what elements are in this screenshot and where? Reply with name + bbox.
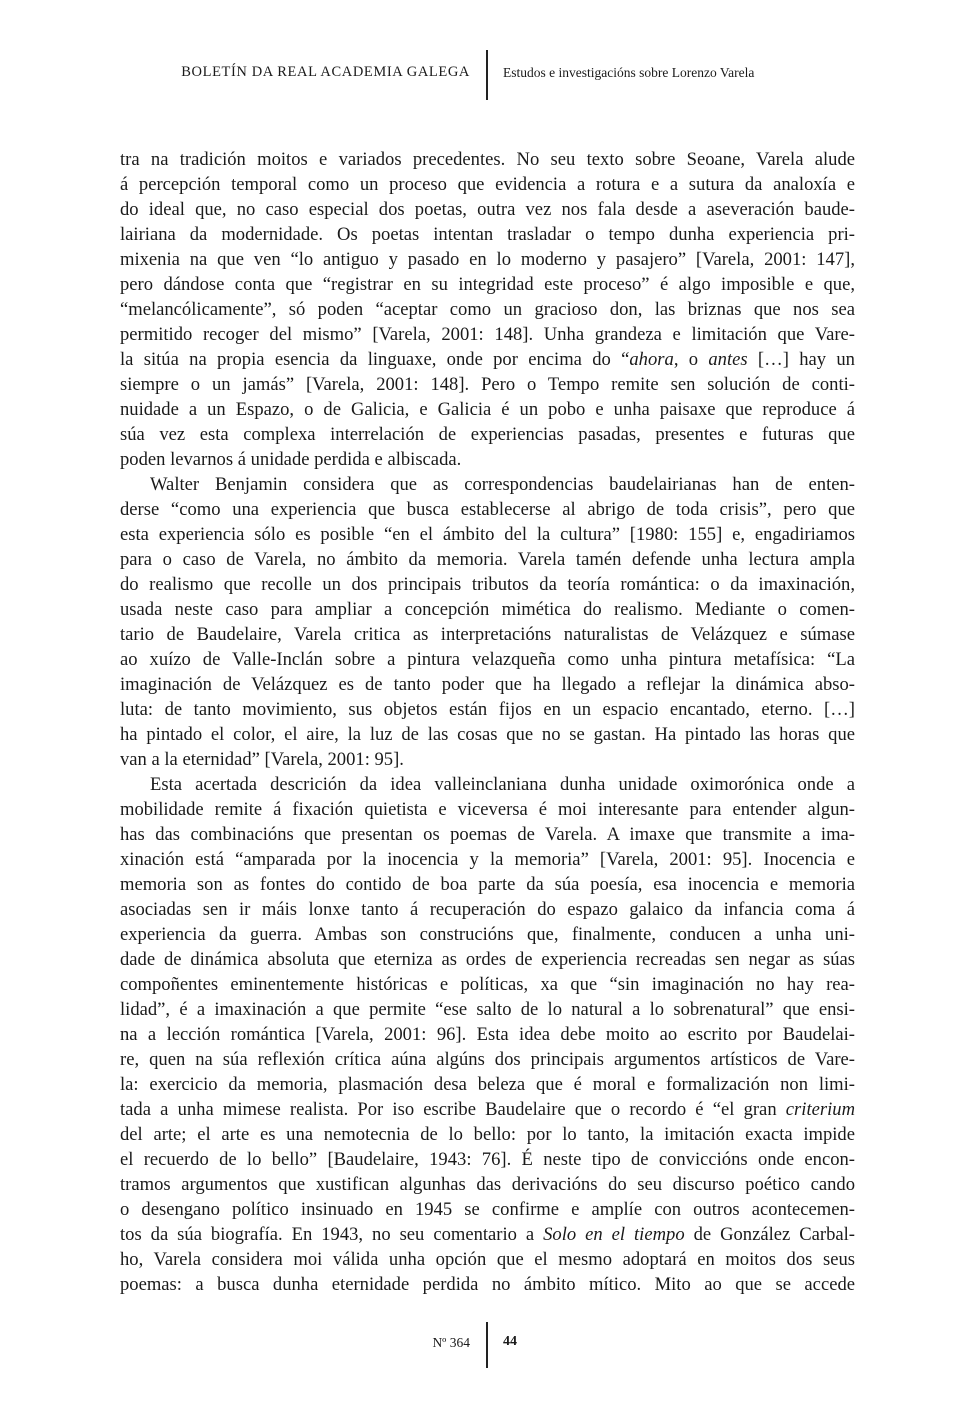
text-segment: mobilidade remite á fixación quietista e viceversa é moi interesante para entender algun- <box>120 799 855 820</box>
text-segment: imaginación de Velázquez es de tanto poder que ha llegado a reflejar la dinámica abso- <box>120 674 855 695</box>
text-line <box>120 222 855 247</box>
text-line <box>120 947 855 972</box>
paragraph <box>120 147 855 472</box>
text-line <box>120 622 855 647</box>
text-line <box>120 172 855 197</box>
text-segment: siempre o un jamás” [Varela, 2001: 148]. Pero o Tempo remite sen solución de conti- <box>120 374 855 395</box>
text-segment: ao xuízo de Valle-Inclán sobre a pintura velazqueña como unha pintura metafísica: “La <box>120 649 855 670</box>
text-line <box>120 1147 855 1172</box>
text-segment: tra na tradición moitos e variados precedentes. No seu texto sobre Seoane, Varela alude <box>120 149 855 170</box>
running-header <box>0 50 975 100</box>
running-footer <box>0 1322 975 1368</box>
text-line <box>120 497 855 522</box>
text-segment: á percepción temporal como un proceso que evidencia a rotura e a sutura da analoxía e <box>120 174 855 195</box>
text-line <box>120 847 855 872</box>
text-line <box>120 197 855 222</box>
text-segment: el recuerdo de lo bello” [Baudelaire, 1943: 76]. É neste tipo de conviccións onde encon- <box>120 1149 855 1170</box>
text-line <box>120 772 855 797</box>
text-line <box>120 1122 855 1147</box>
text-segment: memoria son as fontes do contido de boa parte da súa poesía, esa inocencia e memoria <box>120 874 855 895</box>
italic-text: antes <box>708 349 748 370</box>
text-line <box>120 372 855 397</box>
text-line <box>120 572 855 597</box>
text-line <box>120 272 855 297</box>
text-segment: o desengano político insinuado en 1945 se confirme e amplíe con outros acontecemen- <box>120 1199 855 1220</box>
text-segment: experiencia da guerra. Ambas son construcións que, finalmente, conducen a unha uni- <box>120 924 855 945</box>
text-line <box>120 347 855 372</box>
text-segment: del arte; el arte es una nemotecnia de lo bello: por lo tanto, la imitación exacta impide <box>120 1124 855 1145</box>
text-segment: mixenia na que ven “lo antiguo y pasado en lo moderno y pasajero” [Varela, 2001: 147], <box>120 249 855 270</box>
text-line <box>120 672 855 697</box>
paragraph <box>120 472 855 772</box>
text-line <box>120 1047 855 1072</box>
text-segment: asociadas sen ir máis lonxe tanto á recuperación do espazo galaico da infancia coma á <box>120 899 855 920</box>
text-segment: derse “como una experiencia que busca establecerse al abrigo de toda crisis”, pero que <box>120 499 855 520</box>
text-segment: Esta acertada descrición da idea valleinclaniana dunha unidade oximorónica onde a <box>150 774 855 795</box>
text-segment: Walter Benjamin considera que as correspondencias baudelairianas han de enten- <box>150 474 855 495</box>
text-line <box>120 297 855 322</box>
text-line <box>120 397 855 422</box>
text-line <box>120 872 855 897</box>
text-segment: , o <box>673 349 709 370</box>
text-segment: usada neste caso para ampliar a concepción mimética do realismo. Mediante o comen- <box>120 599 855 620</box>
text-segment: luta: de tanto movimiento, sus objetos están fijos en un espacio encantado, eterno. […] <box>120 699 855 720</box>
italic-text: ahora <box>629 349 674 370</box>
text-segment: pero dándose conta que “registrar en su integridad este proceso” é algo imposible e que, <box>120 274 855 295</box>
text-segment: esta experiencia sólo es posible “en el ámbito del la cultura” [1980: 155] e, engadiriamos <box>120 524 855 545</box>
text-segment: tramos argumentos que xustifican algunhas das derivacións do seu discurso poético cando <box>120 1174 855 1195</box>
text-line <box>120 647 855 672</box>
italic-text: criterium <box>785 1099 855 1120</box>
text-line <box>120 1272 855 1297</box>
text-segment: poemas: a busca dunha eternidade perdida no ámbito mítico. Mito ao que se accede <box>120 1274 855 1295</box>
text-line <box>120 1022 855 1047</box>
text-line <box>120 547 855 572</box>
text-segment: tada a unha mimese realista. Por iso escribe Baudelaire que o recordo é “el gran <box>120 1099 786 1120</box>
text-segment: ho, Varela considera moi válida unha opción que el mesmo adoptará en moitos dos seus <box>120 1249 855 1270</box>
text-segment: do ideal que, no caso especial dos poetas, outra vez nos fala desde a aseveración baude- <box>120 199 855 220</box>
text-segment: compoñentes eminentemente históricas e políticas, xa que “sin imaginación no hay rea- <box>120 974 855 995</box>
text-line <box>120 1172 855 1197</box>
text-line <box>120 972 855 997</box>
text-segment: dade de dinámica absoluta que eterniza as ordes de experiencia recreadas sen negar as súas <box>120 949 855 970</box>
text-segment: na a lección romántica [Varela, 2001: 96]. Esta idea debe moito ao escrito por Baudelai- <box>120 1024 855 1045</box>
text-segment: […] hay un <box>747 349 855 370</box>
text-line <box>120 1097 855 1122</box>
text-line <box>120 597 855 622</box>
journal-title: BOLETÍN DA REAL ACADEMIA GALEGA <box>181 64 470 80</box>
text-line <box>120 1222 855 1247</box>
text-line <box>120 922 855 947</box>
text-line <box>120 1197 855 1222</box>
text-line <box>120 322 855 347</box>
text-segment: nuidade a un Espazo, o de Galicia, e Galicia é un pobo e unha paisaxe que reproduce á <box>120 399 855 420</box>
text-segment: tario de Baudelaire, Varela critica as interpretacións naturalistas de Velázquez e súmase <box>120 624 855 645</box>
italic-text: Solo en el tiempo <box>543 1224 685 1245</box>
text-line <box>120 797 855 822</box>
text-line <box>120 822 855 847</box>
text-segment: permitido recoger del mismo” [Varela, 2001: 148]. Unha grandeza e limitación que Vare- <box>120 324 855 345</box>
text-segment: tos da súa biografía. En 1943, no seu comentario a <box>120 1224 544 1245</box>
text-line <box>120 1072 855 1097</box>
text-segment: para o caso de Varela, no ámbito da memoria. Varela tamén defende unha lectura ampla <box>120 549 855 570</box>
text-line <box>120 897 855 922</box>
text-segment: poden levarnos á unidade perdida e albiscada. <box>120 449 462 470</box>
section-title: Estudos e investigacións sobre Lorenzo Varela <box>503 65 755 80</box>
text-line <box>120 747 855 772</box>
text-segment: re, quen na súa reflexión crítica aúna algúns dos principais argumentos artísticos de Vare- <box>120 1049 855 1070</box>
text-line <box>120 997 855 1022</box>
text-line <box>120 472 855 497</box>
text-line <box>120 247 855 272</box>
issue-number: Nº 364 <box>432 1335 470 1350</box>
text-line <box>120 697 855 722</box>
text-line <box>120 1247 855 1272</box>
text-line <box>120 147 855 172</box>
text-segment: súa vez esta complexa interrelación de experiencias pasadas, presentes e futuras que <box>120 424 855 445</box>
text-segment: la: exercicio da memoria, plasmación desa beleza que é moral e formalización non limi- <box>120 1074 855 1095</box>
footer-divider <box>486 1322 488 1368</box>
body-text <box>120 147 855 1297</box>
text-segment: de González Carbal- <box>684 1224 855 1245</box>
text-segment: do realismo que recolle un dos principais tributos da teoría romántica: o da imaxinación, <box>120 574 855 595</box>
text-segment: has das combinacións que presentan os poemas de Varela. A imaxe que transmite a ima- <box>120 824 855 845</box>
page-number: 44 <box>503 1334 517 1349</box>
header-divider <box>486 50 488 100</box>
text-segment: lairiana da modernidade. Os poetas intentan trasladar o tempo dunha experiencia pri- <box>120 224 855 245</box>
paragraph <box>120 772 855 1297</box>
text-line <box>120 447 855 472</box>
text-line <box>120 522 855 547</box>
text-segment: ha pintado el color, el aire, la luz de las cosas que no se gastan. Ha pintado las horas que <box>120 724 855 745</box>
text-line <box>120 422 855 447</box>
text-segment: lidad”, é a imaxinación a que permite “ese salto de lo natural a lo sobrenatural” que ensi- <box>120 999 855 1020</box>
text-segment: la sitúa na propia esencia da linguaxe, onde por encima do “ <box>120 349 630 370</box>
text-segment: xinación está “amparada por la inocencia y la memoria” [Varela, 2001: 95]. Inocencia e <box>120 849 855 870</box>
text-segment: van a la eternidad” [Varela, 2001: 95]. <box>120 749 404 770</box>
text-segment: “melancólicamente”, só poden “aceptar como un gracioso don, las briznas que nos sea <box>120 299 855 320</box>
text-line <box>120 722 855 747</box>
